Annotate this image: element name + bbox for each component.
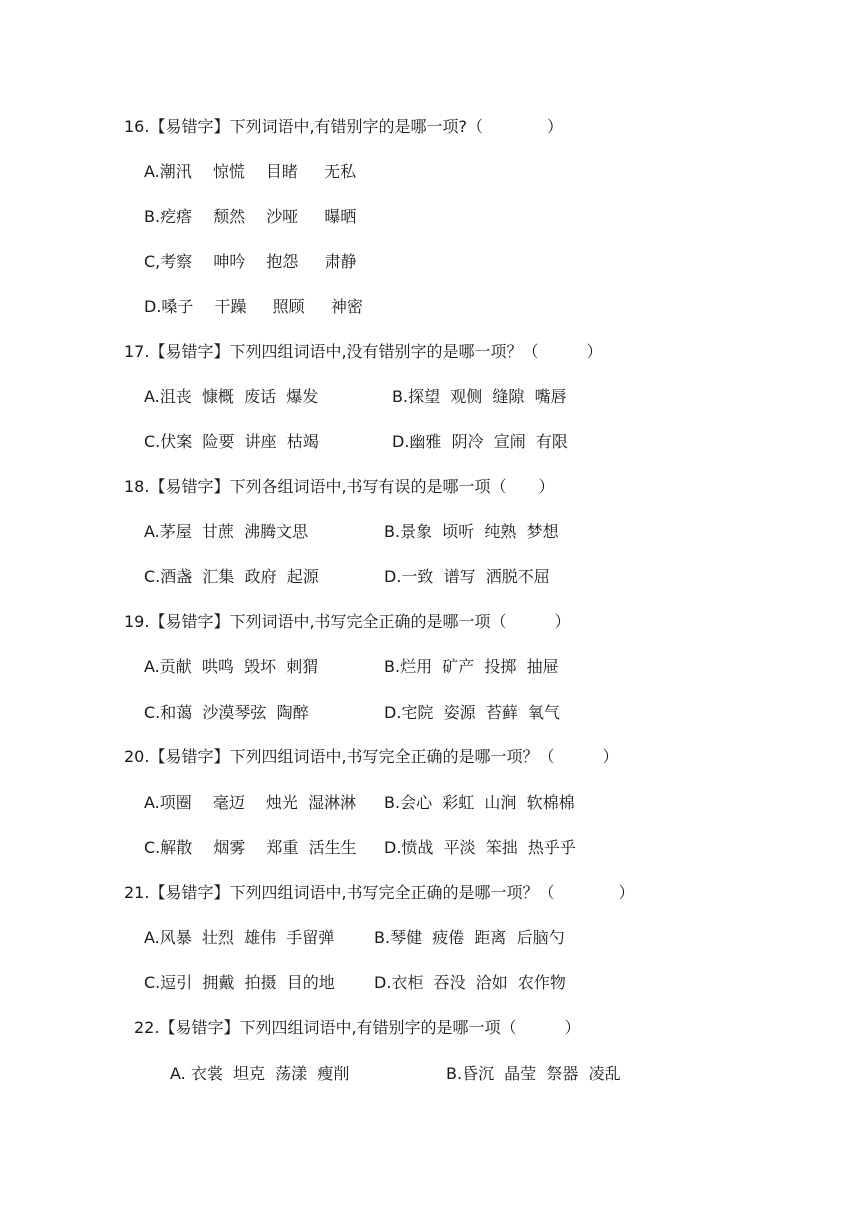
question-19-option-b: B.烂用 矿产 投掷 抽屉 — [384, 657, 559, 676]
question-20-option-d: D.愤战 平淡 笨拙 热乎乎 — [384, 838, 576, 857]
question-16-option-b: B.疙瘩 颓然 沙哑 曝晒 — [144, 207, 357, 226]
question-17-option-d: D.幽雅 阴冷 宣闹 有限 — [392, 432, 568, 451]
question-18-option-a: A.茅屋 甘蔗 沸腾文思 — [144, 522, 309, 541]
question-17-option-b: B.探望 观侧 缝隙 嘴唇 — [392, 387, 567, 406]
question-21-option-b: B.琴健 疲倦 距离 后脑勺 — [374, 928, 565, 947]
question-19-stem: 19.【易错字】下列词语中,书写完全正确的是哪一项（ ） — [124, 612, 571, 631]
question-22-option-b: B.昏沉 晶莹 祭器 凌乱 — [446, 1064, 621, 1083]
question-16-option-a: A.潮汛 惊慌 目睹 无私 — [144, 162, 357, 181]
question-21-stem: 21.【易错字】下列四组词语中,书写完全正确的是哪一项？（ ） — [124, 883, 635, 902]
question-18-option-d: D.一致 谱写 洒脱不屈 — [384, 567, 550, 586]
question-22-option-a: A. 衣裳 坦克 荡漾 瘦削 — [170, 1064, 350, 1083]
question-20-stem: 20.【易错字】下列四组词语中,书写完全正确的是哪一项？（ ） — [124, 747, 619, 766]
question-20-option-c: C.解散 烟雾 郑重 活生生 — [144, 838, 357, 857]
question-20-option-a: A.项圈 毫迈 烛光 湿淋淋 — [144, 793, 357, 812]
question-17-option-c: C.伏案 险要 讲座 枯竭 — [144, 432, 319, 451]
question-18-option-b: B.景象 顷听 纯熟 梦想 — [384, 522, 559, 541]
question-21-option-a: A.风暴 壮烈 雄伟 手留弹 — [144, 928, 335, 947]
question-19-option-d: D.宅院 姿源 苔藓 氧气 — [384, 703, 560, 722]
question-17-option-a: A.沮丧 慷概 废话 爆发 — [144, 387, 319, 406]
question-18-option-c: C.酒盏 汇集 政府 起源 — [144, 567, 319, 586]
question-22-stem: 22.【易错字】下列四组词语中,有错别字的是哪一项（ ） — [134, 1018, 581, 1037]
question-16-option-c: C,考察 呻吟 抱怨 肃静 — [144, 252, 357, 271]
question-19-option-a: A.贡献 哄鸣 毁坏 刺猬 — [144, 657, 319, 676]
question-19-option-c: C.和蔼 沙漠琴弦 陶醉 — [144, 703, 309, 722]
question-16-option-d: D.嗓子 干躁 照顾 神密 — [144, 297, 363, 316]
question-21-option-d: D.衣柜 吞没 洽如 农作物 — [374, 973, 566, 992]
question-16-stem: 16.【易错字】下列词语中,有错别字的是哪一项?（ ） — [124, 117, 564, 136]
question-18-stem: 18.【易错字】下列各组词语中,书写有误的是哪一项（ ） — [124, 477, 555, 496]
question-20-option-b: B.会心 彩虹 山涧 软棉棉 — [384, 793, 575, 812]
question-17-stem: 17.【易错字】下列四组词语中,没有错别字的是哪一项？（ ） — [124, 342, 603, 361]
question-21-option-c: C.逗引 拥戴 拍摄 目的地 — [144, 973, 335, 992]
